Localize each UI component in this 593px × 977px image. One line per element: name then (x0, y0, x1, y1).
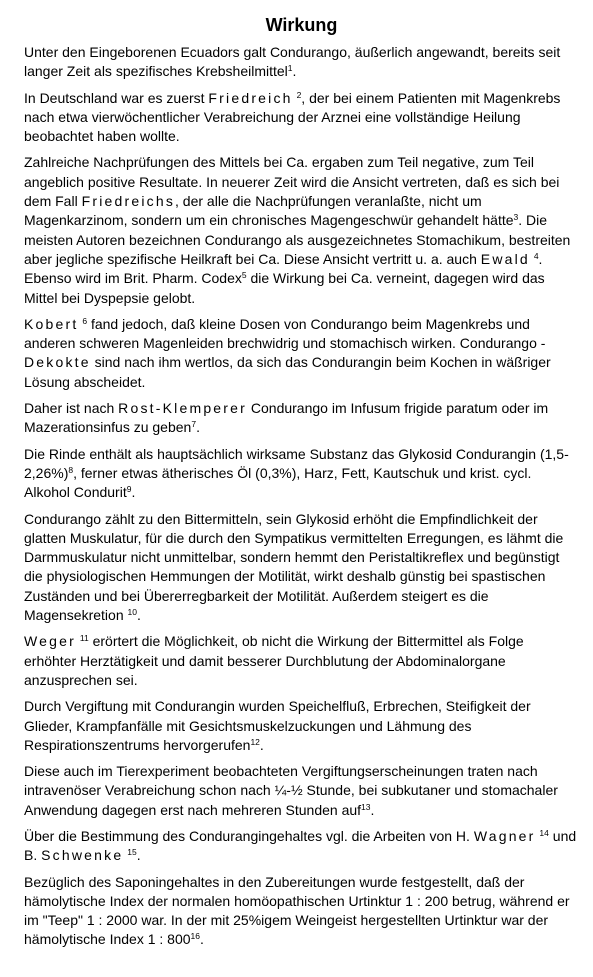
text-run: Condurango im Infusum frigide paratum oder im Mazerationsinfus zu geben (24, 400, 549, 436)
author-name: Kobert (24, 315, 79, 332)
footnote-ref: 15 (127, 847, 137, 858)
text-run: , der alle die Nachprüfungen veranlaßte, nicht um Magenkarzinom, sondern um ein chronisches Magengeschwür gehandelt hätte (24, 193, 514, 229)
footnote-ref: 4 (533, 250, 539, 261)
text-run: . (196, 419, 200, 436)
text-run: . (292, 63, 297, 80)
text-run: . Ebenso wird im Brit. Pharm. Codex (24, 250, 543, 287)
text-run: In Deutschland war es zuerst (24, 89, 209, 106)
footnote-ref: 10 (127, 607, 137, 618)
text-run: , der bei einem Patienten mit Magenkrebs nach etwa vierwöchentlicher Verabreichung der Arznei eine vollständige Heilung beobachtet haben wollte. (24, 89, 561, 145)
footnote-ref: 2 (296, 89, 302, 100)
paragraph (24, 315, 579, 392)
text-run: und B. (24, 827, 577, 864)
text-run: . (136, 607, 141, 624)
text-run: . (131, 484, 136, 501)
text-run: fand jedoch, daß kleine Dosen von Condurango beim Magenkrebs und anderen schweren Magenleiden brechwidrig und stomachisch wirken. Condurango - (24, 315, 546, 352)
author-name: Friedreichs (81, 193, 176, 210)
document-body (24, 43, 579, 950)
text-run: . (200, 931, 204, 948)
footnote-ref: 5 (241, 270, 247, 281)
text-run: Unter den Eingeborenen Ecuadors galt Condurango, äußerlich angewandt, bereits seit langer Zeit als spezifisches Krebsheilmittel (24, 44, 561, 80)
text-run: Condurango zählt zu den Bittermitteln, sein Glykosid erhöht die Empfindlichkeit der glatten Muskulatur, für die durch den Sympatikus vermittelten Erregungen, es lähmt die Darmmuskulatur nicht unmittelbar, sondern hemmt den Peristaltikreflex und begünstigt die physiologischen Hemmungen der Motilität, wirkt deshalb günstig bei spastischen Zuständen und bei Übererregbarkeit der Motilität. Außerdem steigert es die Magensekretion (24, 510, 564, 624)
author-name: Weger (24, 633, 76, 650)
paragraph (24, 827, 579, 866)
text-run: Bezüglich des Saponingehaltes in den Zubereitungen wurde festgestellt, daß der hämolytische Index der normalen homöopathischen Urtinktur 1 : 200 betrug, während er im "Teep" 1 : 2000 war. In der mit 25%igem Weingeist hergestellten Urtinktur war der hämolytische Index 1 : 800 (24, 873, 570, 948)
footnote-ref: 8 (68, 464, 74, 475)
author-name: Wagner (473, 827, 536, 844)
footnote-ref: 3 (513, 212, 519, 223)
footnote-ref: 9 (126, 484, 132, 495)
author-name: Rost-Klemperer (118, 400, 247, 417)
paragraph (24, 510, 579, 626)
author-name: Friedreich (208, 89, 293, 106)
text-run: Durch Vergiftung mit Condurangin wurden Speichelfluß, Erbrechen, Steifigkeit der Glieder, Krampfanfälle mit Gesichtsmuskelzuckungen und Lähmung des Respirationszentrums hervorgerufen (24, 698, 531, 753)
footnote-ref: 14 (539, 827, 549, 838)
footnote-ref: 12 (250, 736, 260, 747)
text-run: , ferner etwas ätherisches Öl (0,3%), Harz, Fett, Kautschuk und krist. cycl. Alkohol Condurit (24, 464, 532, 501)
author-name: Ewald (480, 250, 530, 267)
footnote-ref: 1 (287, 63, 293, 74)
footnote-ref: 11 (79, 633, 89, 644)
paragraph (24, 632, 579, 690)
text-run: Über die Bestimmung des Condurangingehaltes vgl. die Arbeiten von H. (24, 827, 474, 844)
author-name: Schwenke (41, 847, 124, 864)
section-title: Wirkung (265, 15, 338, 35)
text-run: Diese auch im Tierexperiment beobachteten Vergiftungserscheinungen traten nach intravenöser Verabreichung schon nach ¼-½ Stunde, bei subkutaner und stomachaler Anwendung dagegen erst nach mehreren Stunden auf (24, 763, 558, 818)
text-run: . Die meisten Autoren bezeichnen Condurango als ausgezeichnetes Stomachikum, bestreiten aber jegliche spezifische Heilkraft bei Ca. Diese Ansicht vertritt u. a. auch (24, 212, 571, 267)
footnote-ref: 7 (191, 419, 197, 430)
footnote-ref: 6 (82, 315, 88, 326)
paragraph (24, 399, 579, 438)
paragraph (24, 43, 579, 82)
paragraph (24, 445, 579, 503)
text-run: . (136, 847, 141, 864)
text-run: . (259, 736, 264, 753)
paragraph (24, 153, 579, 307)
text-run: Zahlreiche Nachprüfungen des Mittels bei Ca. ergaben zum Teil negative, zum Teil angeblich positive Resultate. In neuerer Zeit wird die Ansicht vertreten, daß es sich bei dem Fall (24, 154, 560, 210)
paragraph (24, 89, 579, 147)
text-run: Die Rinde enthält als hauptsächlich wirksame Substanz das Glykosid Condurangin (1,5-2,26%) (24, 445, 569, 481)
footnote-ref: 16 (190, 931, 201, 942)
text-run: Daher ist nach (24, 400, 119, 417)
footnote-ref: 13 (361, 801, 371, 812)
author-name: Dekokte (24, 354, 91, 371)
text-run: sind nach ihm wertlos, da sich das Condurangin beim Kochen in wäßriger Lösung abscheidet. (24, 354, 551, 390)
text-run: . (370, 801, 375, 818)
text-run: die Wirkung bei Ca. verneint, dagegen wird das Mittel bei Dyspepsie gelobt. (24, 270, 545, 306)
paragraph (24, 697, 579, 755)
paragraph (24, 873, 579, 950)
paragraph (24, 762, 579, 820)
text-run: erörtert die Möglichkeit, ob nicht die Wirkung der Bittermittel als Folge erhöhter Herztätigkeit und damit besserer Durchblutung der Abdominalorgane anzusprechen sei. (24, 633, 524, 688)
